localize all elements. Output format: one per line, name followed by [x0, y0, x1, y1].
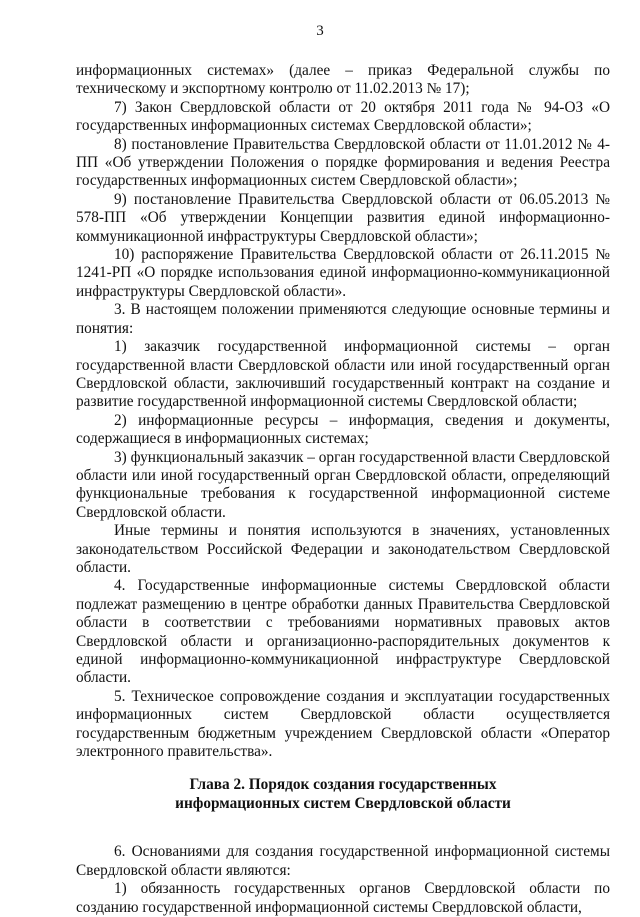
list-item-7: 7) Закон Свердловской области от 20 октября 2011 года № 94-ОЗ «О государственных информационных системах Свердловской области»; — [76, 98, 610, 135]
chapter-heading — [76, 775, 610, 813]
clause-6-item-1: 1) обязанность государственных органов Свердловской области по созданию государственной информационной системы Свердловской области, — [76, 880, 610, 916]
clause-4: 4. Государственные информационные системы Свердловской области подлежат размещению в центре обработки данных Правительства Свердловской области в соответствии с требованиями нормативных правовых актов Свердловской области и организационно-распорядительных документов к единой информационно-коммуникационной инфраструктуре Свердловской области. — [76, 577, 610, 687]
term-functional-customer: 3) функциональный заказчик – орган государственной власти Свердловской области или иной государственный орган Свердловской области, определяющий функциональные требования к государственной информационной системе Свердловской области. — [76, 448, 610, 521]
document-body — [76, 62, 610, 917]
term-information-resources: 2) информационные ресурсы – информация, сведения и документы, содержащиеся в информационных системах; — [76, 411, 610, 448]
clause-6: 6. Основаниями для создания государственной информационной системы Свердловской области являются: — [76, 843, 610, 879]
term-customer: 1) заказчик государственной информационной системы – орган государственной власти Свердловской области или иной государственный орган Свердловской области, заключивший государственный контракт на создание и развитие государственной информационной системы Свердловской области; — [76, 338, 610, 411]
list-item-9: 9) постановление Правительства Свердловской области от 06.05.2013 № 578-ПП «Об утверждении Концепции развития единой информационно-коммуникационной инфраструктуры Свердловской области»; — [76, 190, 610, 245]
page-number: 3 — [316, 23, 324, 39]
chapter-heading-line-1: Глава 2. Порядок создания государственных — [189, 776, 497, 794]
paragraph-continuation: информационных системах» (далее – приказ Федеральной службы по техническому и экспортному контролю от 11.02.2013 № 17); — [76, 62, 610, 98]
list-item-10: 10) распоряжение Правительства Свердловской области от 26.11.2015 № 1241-РП «О порядке использования единой информационно-коммуникационной инфраструктуры Свердловской области». — [76, 246, 610, 300]
clause-3: 3. В настоящем положении применяются следующие основные термины и понятия: — [76, 301, 610, 337]
other-terms-paragraph: Иные термины и понятия используются в значениях, установленных законодательством Российской Федерации и законодательством Свердловской области. — [76, 522, 610, 576]
clause-5: 5. Техническое сопровождение создания и эксплуатации государственных информационных систем Свердловской области осуществляется государственным бюджетным учреждением Свердловской области «Оператор электронного правительства». — [76, 687, 610, 761]
chapter-heading-line-2: информационных систем Свердловской области — [175, 795, 511, 813]
list-item-8: 8) постановление Правительства Свердловской области от 11.01.2012 № 4-ПП «Об утверждении Положения о порядке формирования и ведения Реестра государственных информационных систем Свердловской области»; — [76, 135, 610, 190]
